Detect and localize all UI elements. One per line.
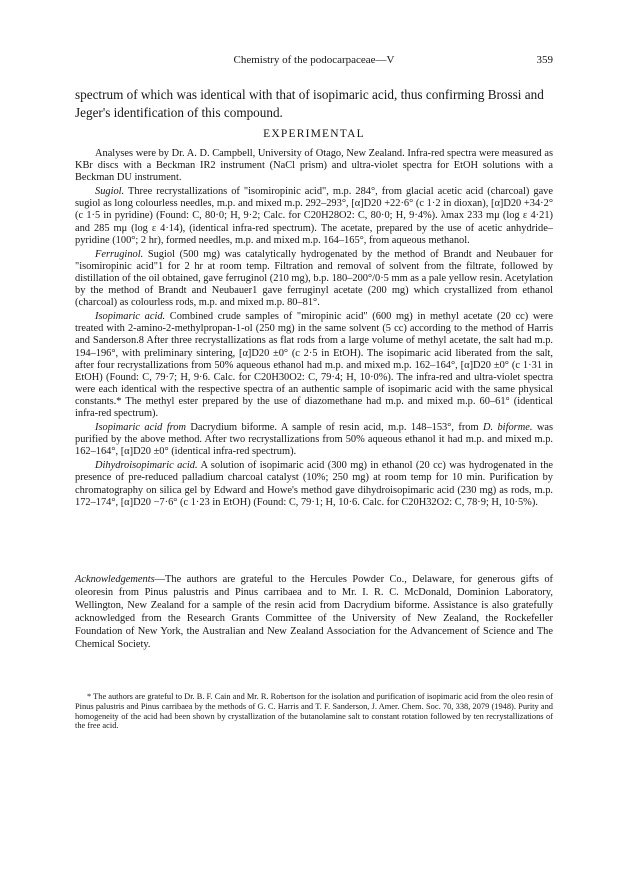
isopimaric-paragraph <box>75 311 553 420</box>
sugiol-heading: Sugiol. <box>95 186 125 198</box>
dacrydium-heading: Isopimaric acid from <box>95 422 186 434</box>
page-header <box>75 54 553 70</box>
running-head: Chemistry of the podocarpaceae—V <box>233 54 395 66</box>
dihydro-paragraph <box>75 460 553 508</box>
methods-paragraph: Analyses were by Dr. A. D. Campbell, University of Otago, New Zealand. Infra-red spectra were measured as KBr discs with a Beckman IR2 instrument (NaCl prism) and ultra-violet spectra for EtOH solutions with a Beckman DU instrument. <box>75 148 553 184</box>
dacrydium-text-a: Dacrydium biforme. A sample of resin acid, m.p. 148–153°, from <box>185 422 483 434</box>
dacrydium-paragraph <box>75 422 553 458</box>
section-title: EXPERIMENTAL <box>263 128 365 140</box>
ferruginol-paragraph <box>75 249 553 309</box>
isopimaric-heading: Isopimaric acid. <box>95 311 166 323</box>
experimental-section <box>75 148 553 511</box>
isopimaric-text: Combined crude samples of "miropinic acid" (600 mg) in methyl acetate (20 cc) were treated with 2-amino-2-methylpropan-1-ol (250 mg) in the same solvent (5 cc) according to the method of Harris and Sanderson.8 After three recrystallizations as flat rods from a large volume of methyl acetate, the salt had m.p. 194–196°, with preliminary sintering, [α]D20 ±0° (c 2·5 in EtOH). The isopimaric acid liberated from the salt, after four recrystallizations from 50% aqueous ethanol had m.p. and mixed m.p. 162–164°, [α]D20 ±0° (c 1·31 in EtOH) (Found: C, 79·7; H, 9·6. Calc. for C20H30O2: C, 79·4; H, 10·0%). The infra-red and ultra-violet spectra were each identical with the respective spectra of an authentic sample of isopimaric acid with the same physical constants.* The methyl ester prepared by the use of diazomethane had m.p. and mixed m.p. 60–61° (identical infra-red spectrum). <box>75 311 554 419</box>
ferruginol-text: Sugiol (500 mg) was catalytically hydrogenated by the method of Brandt and Neubauer for "isomiropinic acid"1 for 2 hr at room temp. Filtration and removal of solvent from the filtrate, followed by distillation of the oil obtained, gave ferruginol (210 mg), b.p. 180–200°/0·5 mm as a pale yellow resin. Acetylation by the method of Brandt and Neubauer1 gave ferruginyl acetate (200 mg) which crystallized from ethanol (charcoal) as colourless rods, m.p. and mixed m.p. 80–81°. <box>75 248 553 309</box>
acknowledgements-heading: Acknowledgements <box>75 574 155 585</box>
dihydro-heading: Dihydroisopimaric acid. <box>95 460 198 472</box>
dacrydium-species: D. biforme. <box>482 422 533 434</box>
footnote-text: * The authors are grateful to Dr. B. F. Cain and Mr. R. Robertson for the isolation and purification of isopimaric acid from the oleo resin of Pinus palustris and Pinus carribaea by the methods of G. C. Harris and T. F. Sanderson, J. Amer. Chem. Soc. 70, 338, 2079 (1948). Purity and homogeneity of the acid had been shown by crystallization of the butanolamine salt to constant rotation followed by ten recrystallizations of the free acid. <box>75 692 553 731</box>
ferruginol-heading: Ferruginol. <box>95 248 144 260</box>
acknowledgements-section <box>75 574 553 651</box>
dacrydium-text-b: was purified by the above method. After two recrystallizations from 50% aqueous ethanol it had m.p. and mixed m.p. 162–164°, [α]D20 ±0° (identical infra-red spectrum). <box>75 422 553 458</box>
acknowledgements-text: —The authors are grateful to the Hercules Powder Co., Delaware, for generous gifts of oleoresin from Pinus palustris and Pinus carribaea and to Mr. I. R. C. McDonald, Dominion Laboratory, Wellington, New Zealand for a sample of the resin acid from Dacrydium biforme. Assistance is also gratefully acknowledged from the Research Grants Committee of the University of New Zealand, the Rockefeller Foundation of New York, the Australian and New Zealand Association for the Advancement of Science and The Chemical Society. <box>75 574 553 650</box>
dihydro-text: A solution of isopimaric acid (300 mg) in ethanol (20 cc) was hydrogenated in the presence of pre-reduced palladium charcoal catalyst (10%; 250 mg) at room temp for 10 min. Purification by chromatography on silica gel by Edward and Howe's method gave dihydroisopimaric acid (230 mg) as rods, m.p. 172–174°, [α]D20 −7·6° (c 1·23 in EtOH) (Found: C, 79·1; H, 10·6. Calc. for C20H32O2: C, 78·9; H, 10·5%). <box>75 460 553 508</box>
sugiol-text: Three recrystallizations of "isomiropinic acid", m.p. 284°, from glacial acetic acid (charcoal) gave sugiol as long colourless needles, m.p. and mixed m.p. 292–293°, [α]D20 +22·6° (c 1·2 in dioxan), [α]D20 +34·2° (c 1·5 in pyridine) (Found: C, 80·0; H, 9·2; Calc. for C20H28O2: C, 80·0; H, 9·4%). λmax 233 mμ (log ε 4·21) and 285 mμ (log ε 4·14), (identical infra-red spectrum). The acetate, prepared by the use of acetic anhydride–pyridine (100°; 2 hr), formed needles, m.p. and mixed m.p. 164–165°, from aqueous methanol. <box>75 186 553 246</box>
acknowledgements-paragraph <box>75 574 553 651</box>
lead-paragraph: spectrum of which was identical with that of isopimaric acid, thus confirming Brossi and Jeger's identification of this compound. <box>75 87 544 120</box>
page-number: 359 <box>536 54 553 66</box>
footnote <box>75 692 553 731</box>
sugiol-paragraph <box>75 186 553 246</box>
